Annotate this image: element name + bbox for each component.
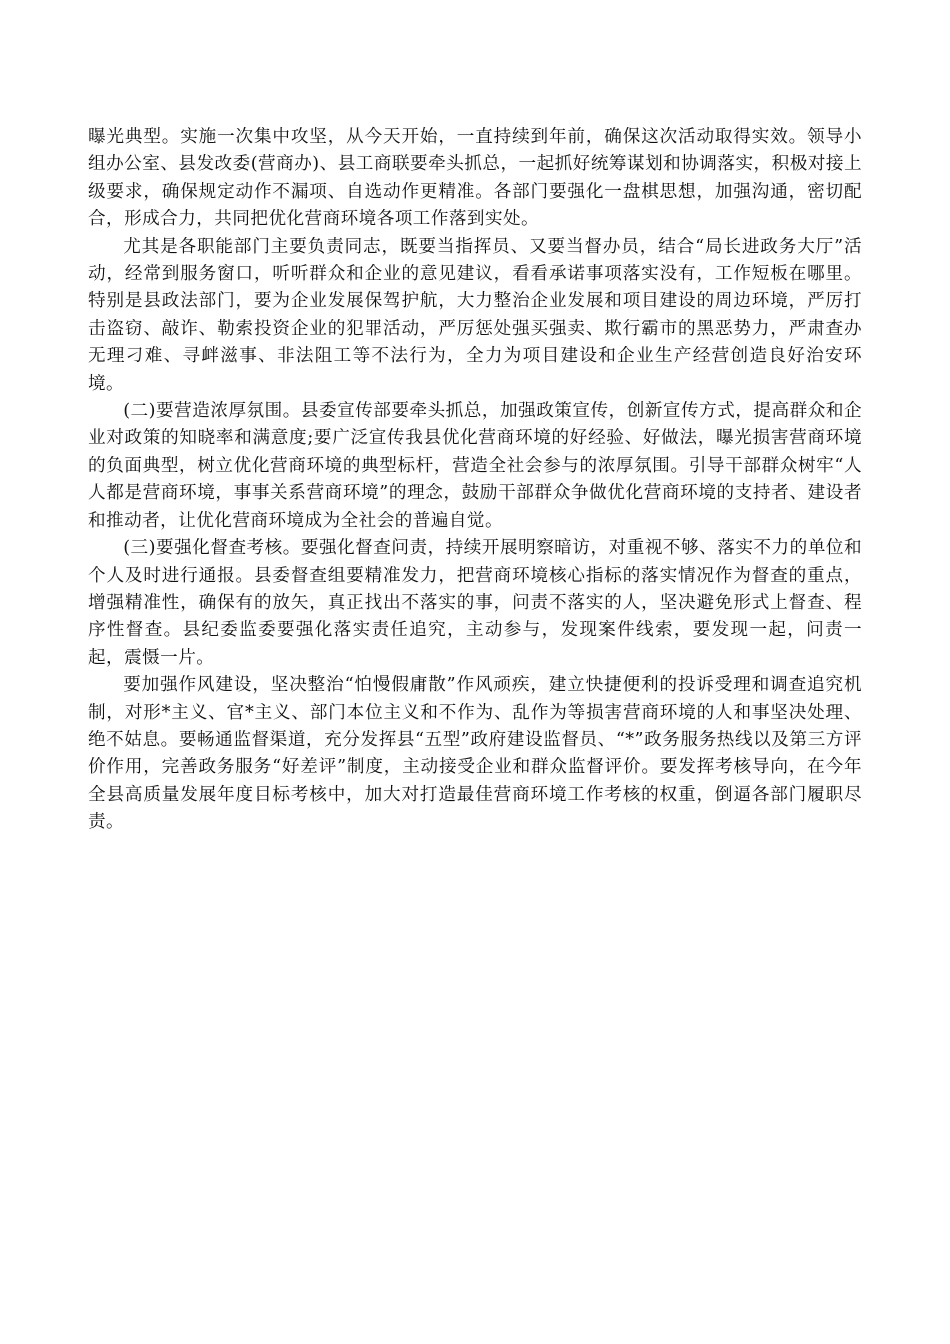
paragraph-department-heads: 尤其是各职能部门主要负责同志，既要当指挥员、又要当督办员，结合“局长进政务大厅”活动，经常到服务窗口，听听群众和企业的意见建议，看看承诺事项落实没有，工作短板在哪里。特别是县政法部门，要为企业发展保驾护航，大力整治企业发展和项目建设的周边环境，严厉打击盗窃、敲诈、勒索投资企业的犯罪活动，严厉惩处强买强卖、欺行霸市的黑恶势力，严肃查办无理刁难、寻衅滋事、非法阻工等不法行为，全力为项目建设和企业生产经营创造良好治安环境。 — [88, 236, 862, 394]
paragraph-supervision: (三)要强化督查考核。要强化督查问责，持续开展明察暗访，对重视不够、落实不力的单位和个人及时进行通报。县委督查组要精准发力，把营商环境核心指标的落实情况作为督查的重点，增强精准性，确保有的放矢，真正找出不落实的事，问责不落实的人，坚决避免形式上督查、程序性督查。县纪委监委要强化落实责任追究，主动参与，发现案件线索，要发现一起，问责一起，震慑一片。 — [88, 538, 862, 668]
paragraph-continuation: 曝光典型。实施一次集中攻坚，从今天开始，一直持续到年前，确保这次活动取得实效。领导小组办公室、县发改委(营商办)、县工商联要牵头抓总，一起抓好统筹谋划和协调落实，积极对接上级要求，确保规定动作不漏项、自选动作更精准。各部门要强化一盘棋思想，加强沟通，密切配合，形成合力，共同把优化营商环境各项工作落到实处。 — [88, 127, 862, 230]
paragraph-work-style: 要加强作风建设，坚决整治“怕慢假庸散”作风顽疾，建立快捷便利的投诉受理和调查追究机制，对形*主义、官*主义、部门本位主义和不作为、乱作为等损害营商环境的人和事坚决处理、绝不姑息。要畅通监督渠道，充分发挥县“五型”政府建设监督员、“*”政务服务热线以及第三方评价作用，完善政务服务“好差评”制度，主动接受企业和群众监督评价。要发挥考核导向，在今年全县高质量发展年度目标考核中，加大对打造最佳营商环境工作考核的权重，倒逼各部门履职尽责。 — [88, 675, 862, 833]
document-body — [88, 124, 862, 837]
paragraph-atmosphere: (二)要营造浓厚氛围。县委宣传部要牵头抓总，加强政策宣传，创新宣传方式，提高群众和企业对政策的知晓率和满意度;要广泛宣传我县优化营商环境的好经验、好做法，曝光损害营商环境的负面典型，树立优化营商环境的典型标杆，营造全社会参与的浓厚氛围。引导干部群众树牢“人人都是营商环境，事事关系营商环境”的理念，鼓励干部群众争做优化营商环境的支持者、建设者和推动者，让优化营商环境成为全社会的普遍自觉。 — [88, 401, 862, 531]
